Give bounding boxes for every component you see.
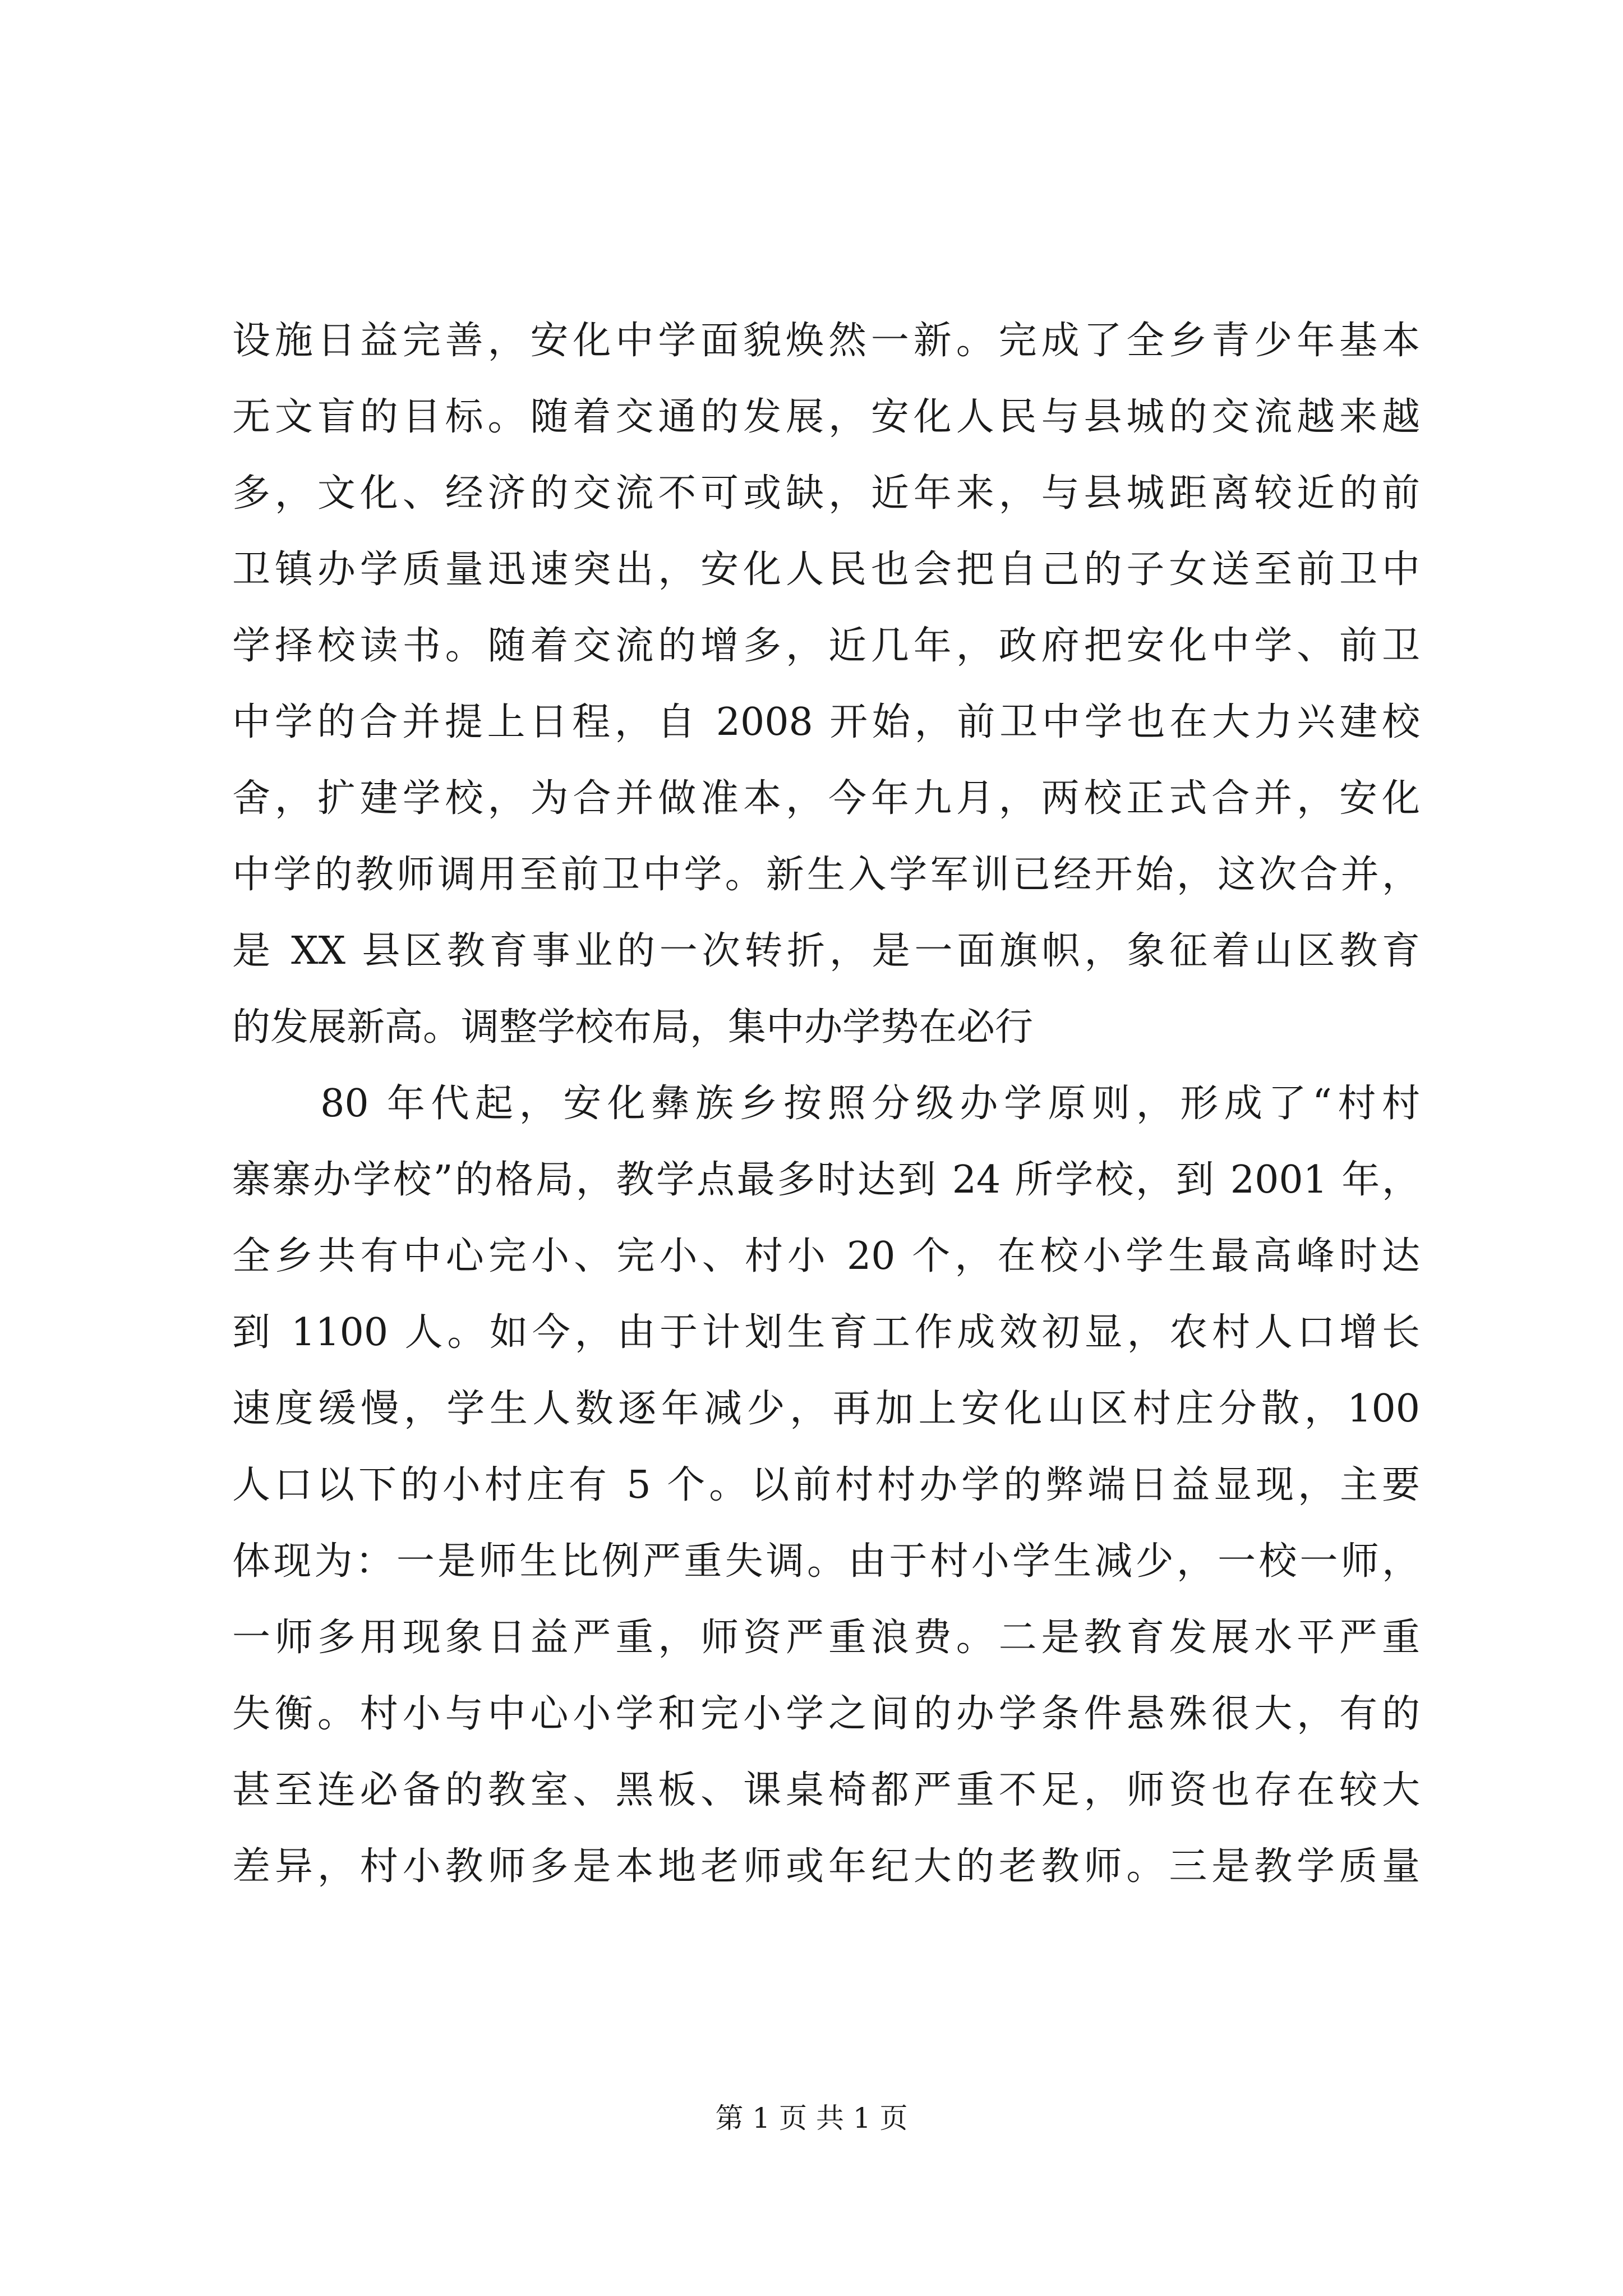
document-body (232, 303, 1420, 1905)
text-line: 是 XX 县区教育事业的一次转折，是一面旗帜，象征着山区教育 (232, 929, 1420, 973)
text-line: 速度缓慢，学生人数逐年减少，再加上安化山区村庄分散，100 (232, 1387, 1420, 1431)
text-line: 差异，村小教师多是本地老师或年纪大的老教师。三是教学质量 (232, 1844, 1420, 1889)
text-line: 全乡共有中心完小、完小、村小 20 个，在校小学生最高峰时达 (232, 1234, 1420, 1278)
page-footer: 第 1 页 共 1 页 (715, 2102, 908, 2134)
text-line: 舍，扩建学校，为合并做准本，今年九月，两校正式合并，安化 (232, 776, 1420, 821)
text-line: 失衡。村小与中心小学和完小学之间的办学条件悬殊很大，有的 (232, 1692, 1420, 1736)
text-line: 无文盲的目标。随着交通的发展，安化人民与县城的交流越来越 (232, 395, 1420, 439)
text-line: 设施日益完善，安化中学面貌焕然一新。完成了全乡青少年基本 (232, 319, 1420, 363)
text-line: 卫镇办学质量迅速突出，安化人民也会把自己的子女送至前卫中 (232, 547, 1420, 592)
text-line: 到 1100 人。如今，由于计划生育工作成效初显，农村人口增长 (232, 1310, 1420, 1355)
paragraph-1 (232, 303, 1420, 1066)
text-line: 寨寨办学校”的格局，教学点最多时达到 24 所学校，到 2001 年， (232, 1158, 1420, 1202)
text-line: 中学的教师调用至前卫中学。新生入学军训已经开始，这次合并， (232, 853, 1420, 897)
text-line: 学择校读书。随着交流的增多，近几年，政府把安化中学、前卫 (232, 624, 1420, 668)
text-line: 中学的合并提上日程，自 2008 开始，前卫中学也在大力兴建校 (232, 700, 1420, 744)
paragraph-2 (232, 1066, 1420, 1905)
text-line: 80 年代起，安化彝族乡按照分级办学原则，形成了“村村 (232, 1082, 1420, 1126)
text-line: 甚至连必备的教室、黑板、课桌椅都严重不足，师资也存在较大 (232, 1768, 1420, 1812)
text-line: 多，文化、经济的交流不可或缺，近年来，与县城距离较近的前 (232, 471, 1420, 516)
text-line: 体现为：一是师生比例严重失调。由于村小学生减少，一校一师， (232, 1539, 1420, 1584)
text-line: 的发展新高。调整学校布局，集中办学势在必行 (232, 1005, 1034, 1050)
text-line: 一师多用现象日益严重，师资严重浪费。二是教育发展水平严重 (232, 1616, 1420, 1660)
text-line: 人口以下的小村庄有 5 个。以前村村办学的弊端日益显现，主要 (232, 1463, 1420, 1507)
